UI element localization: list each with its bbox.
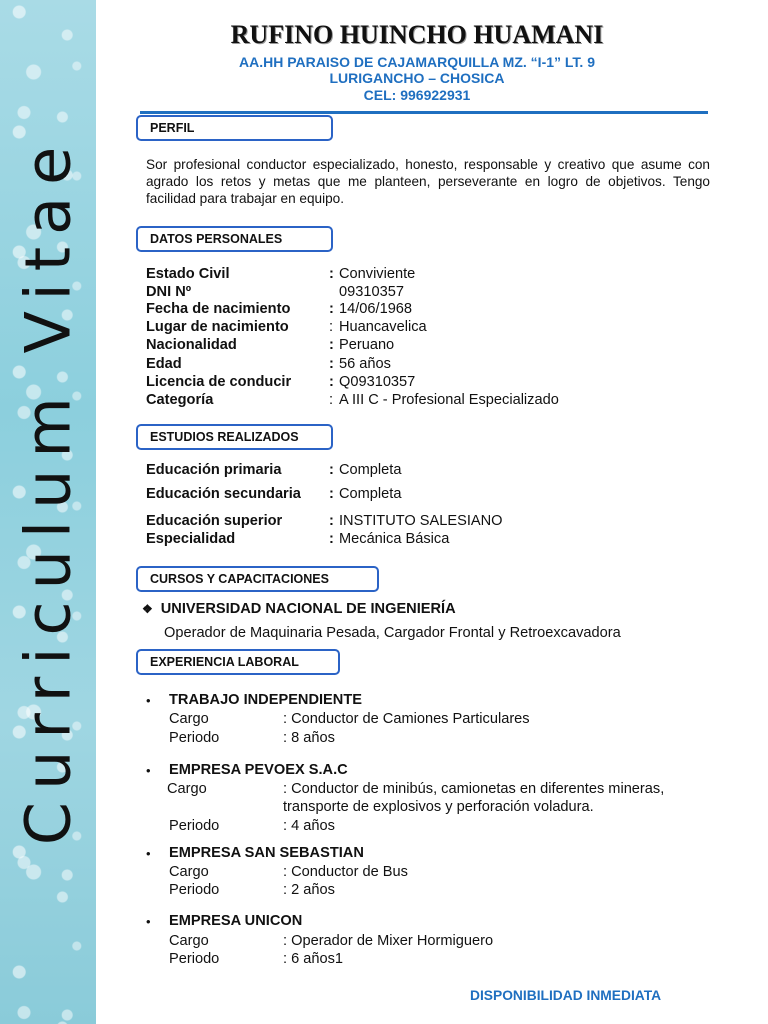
bullet-icon: • xyxy=(146,693,151,708)
datos-value: Q09310357 xyxy=(339,374,416,390)
estudios-row xyxy=(146,461,402,479)
job-periodo: : 6 años1 xyxy=(283,951,344,967)
job-company: EMPRESA PEVOEX S.A.C xyxy=(169,762,348,778)
estudios-value: Completa xyxy=(339,462,402,478)
job-cargo-continued: transporte de explosivos y perforación voladura. xyxy=(283,799,594,815)
datos-value: Huancavelica xyxy=(339,319,427,335)
job-cargo: : Conductor de Camiones Particulares xyxy=(283,711,530,727)
estudios-row xyxy=(146,530,450,548)
datos-row xyxy=(146,373,416,391)
datos-value: A III C - Profesional Especializado xyxy=(339,392,559,408)
job-cargo-label: Cargo xyxy=(169,711,209,727)
address-line-1: AA.HH PARAISO DE CAJAMARQUILLA MZ. “I-1” LT. 9 xyxy=(239,54,595,70)
diamond-bullet-icon: ❖ xyxy=(142,602,153,616)
estudios-value: Mecánica Básica xyxy=(339,531,450,547)
sidebar-water-background xyxy=(0,0,96,1024)
course-item xyxy=(142,601,456,617)
address-line-2: LURIGANCHO – CHOSICA xyxy=(329,70,505,86)
datos-sep: : xyxy=(329,374,334,390)
datos-value: 56 años xyxy=(339,356,391,372)
estudios-label: Educación superior xyxy=(146,513,283,529)
datos-label: Lugar de nacimiento xyxy=(146,319,289,335)
estudios-row xyxy=(146,485,402,503)
section-heading-perfil: PERFIL xyxy=(136,115,333,141)
job-cargo-label: Cargo xyxy=(169,933,209,949)
section-heading-experiencia: EXPERIENCIA LABORAL xyxy=(136,649,340,675)
datos-row xyxy=(146,283,404,301)
estudios-value: Completa xyxy=(339,486,402,502)
datos-row xyxy=(146,391,559,409)
datos-sep: : xyxy=(329,392,334,408)
datos-label: Estado Civil xyxy=(146,266,230,282)
job-periodo-label: Periodo xyxy=(169,730,220,746)
datos-value: 09310357 xyxy=(339,284,404,300)
job-periodo-label: Periodo xyxy=(169,882,220,898)
section-heading-estudios: ESTUDIOS REALIZADOS xyxy=(136,424,333,450)
header-divider xyxy=(140,111,708,114)
datos-label: DNI Nº xyxy=(146,284,192,300)
datos-sep: : xyxy=(329,356,334,372)
estudios-value: INSTITUTO SALESIANO xyxy=(339,513,503,529)
section-heading-cursos: CURSOS Y CAPACITACIONES xyxy=(136,566,379,592)
datos-value: Peruano xyxy=(339,337,395,353)
job-company: TRABAJO INDEPENDIENTE xyxy=(169,692,362,708)
perfil-text: Sor profesional conductor especializado, honesto, responsable y creativo que asume con agrado los retos y metas que me planteen, perseverante en logro de objetivos. Tengo facilidad para trabajar en equipo. xyxy=(146,157,710,206)
estudios-sep: : xyxy=(329,531,334,547)
bullet-icon: • xyxy=(146,914,151,929)
datos-row xyxy=(146,318,427,336)
job-cargo: : Conductor de minibús, camionetas en diferentes mineras, xyxy=(283,781,665,797)
datos-label: Nacionalidad xyxy=(146,337,237,353)
estudios-sep: : xyxy=(329,513,334,529)
job-periodo: : 2 años xyxy=(283,882,335,898)
estudios-label: Especialidad xyxy=(146,531,236,547)
datos-sep: : xyxy=(329,319,334,335)
curriculum-vitae-title: Curriculum Vitae xyxy=(11,134,85,846)
availability-note: DISPONIBILIDAD INMEDIATA xyxy=(470,988,662,1003)
bullet-icon: • xyxy=(146,763,151,778)
job-company: EMPRESA SAN SEBASTIAN xyxy=(169,845,364,861)
section-heading-datos-personales: DATOS PERSONALES xyxy=(136,226,333,252)
datos-value: Conviviente xyxy=(339,266,416,282)
datos-row xyxy=(146,265,416,283)
datos-label: Licencia de conducir xyxy=(146,374,292,390)
course-description: Operador de Maquinaria Pesada, Cargador Frontal y Retroexcavadora xyxy=(164,625,621,641)
datos-value: 14/06/1968 xyxy=(339,301,413,317)
phone-number: CEL: 996922931 xyxy=(363,87,471,103)
candidate-name: RUFINO HUINCHO HUAMANI xyxy=(230,20,604,49)
job-periodo-label: Periodo xyxy=(169,951,220,967)
job-cargo-label: Cargo xyxy=(167,781,207,797)
estudios-label: Educación secundaria xyxy=(146,486,301,502)
job-periodo: : 8 años xyxy=(283,730,335,746)
datos-sep: : xyxy=(329,266,334,282)
bullet-icon: • xyxy=(146,846,151,861)
job-cargo: : Conductor de Bus xyxy=(283,864,408,880)
estudios-sep: : xyxy=(329,462,334,478)
estudios-sep: : xyxy=(329,486,334,502)
datos-row xyxy=(146,355,391,373)
datos-row xyxy=(146,336,395,354)
job-periodo: : 4 años xyxy=(283,818,335,834)
job-company: EMPRESA UNICON xyxy=(169,913,303,929)
course-institution: UNIVERSIDAD NACIONAL DE INGENIERÍA xyxy=(160,601,456,617)
estudios-label: Educación primaria xyxy=(146,462,282,478)
job-cargo: : Operador de Mixer Hormiguero xyxy=(283,933,494,949)
job-cargo-label: Cargo xyxy=(169,864,209,880)
datos-sep: : xyxy=(329,301,334,317)
job-periodo-label: Periodo xyxy=(169,818,220,834)
datos-row xyxy=(146,300,413,318)
datos-label: Edad xyxy=(146,356,182,372)
datos-sep: : xyxy=(329,337,334,353)
estudios-row xyxy=(146,512,503,530)
datos-label: Categoría xyxy=(146,392,214,408)
datos-label: Fecha de nacimiento xyxy=(146,301,291,317)
